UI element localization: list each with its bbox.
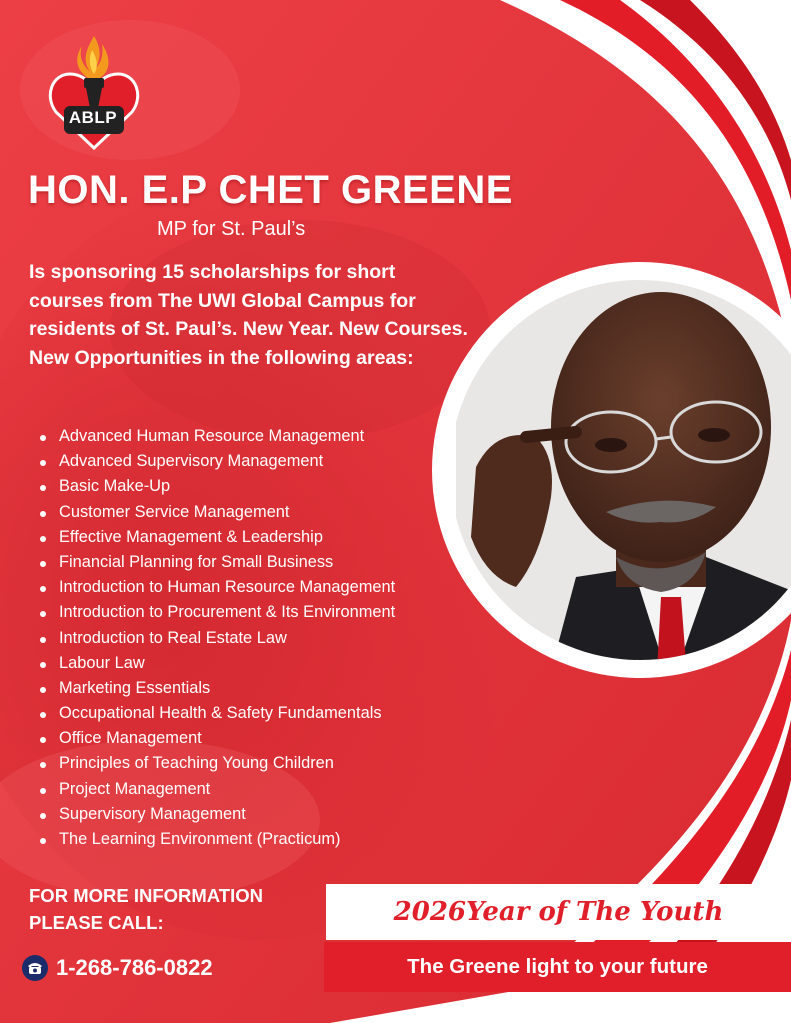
list-item: Supervisory Management — [40, 802, 460, 827]
list-item: Occupational Health & Safety Fundamentals — [40, 701, 460, 726]
list-item: Office Management — [40, 726, 460, 751]
list-item: Marketing Essentials — [40, 676, 460, 701]
page-subtitle: MP for St. Paul’s — [157, 218, 306, 240]
portrait-photo — [456, 257, 791, 689]
tagline-banner — [324, 942, 791, 992]
contact-info-label: FOR MORE INFORMATION PLEASE CALL: — [29, 885, 263, 933]
course-list — [40, 424, 460, 852]
list-item: Introduction to Procurement & Its Environment — [40, 600, 460, 625]
list-item: Labour Law — [40, 651, 460, 676]
list-item: Project Management — [40, 777, 460, 802]
year-of-youth-banner — [326, 884, 791, 940]
list-item: Basic Make-Up — [40, 474, 460, 499]
list-item: Introduction to Real Estate Law — [40, 626, 460, 651]
list-item: Financial Planning for Small Business — [40, 550, 460, 575]
list-item: The Learning Environment (Practicum) — [40, 827, 460, 852]
list-item: Introduction to Human Resource Management — [40, 575, 460, 600]
tagline-text: The Greene light to your future — [407, 955, 708, 978]
list-item: Advanced Human Resource Management — [40, 424, 460, 449]
list-item: Customer Service Management — [40, 500, 460, 525]
year-of-youth-text: 2026Year of The Youth — [393, 897, 724, 927]
list-item: Advanced Supervisory Management — [40, 449, 460, 474]
page-title: HON. E.P CHET GREENE — [28, 168, 513, 212]
phone-row[interactable] — [22, 955, 213, 981]
ablp-logo — [48, 30, 140, 150]
phone-icon — [22, 955, 48, 981]
list-item: Principles of Teaching Young Children — [40, 751, 460, 776]
intro-paragraph: Is sponsoring 15 scholarships for short courses from The UWI Global Campus for residents of St. Paul’s. New Year. New Courses. New Opportunities in the following areas: — [29, 261, 468, 369]
list-item: Effective Management & Leadership — [40, 525, 460, 550]
phone-number[interactable]: 1-268-786-0822 — [56, 955, 213, 980]
logo-text: ABLP — [68, 108, 118, 127]
